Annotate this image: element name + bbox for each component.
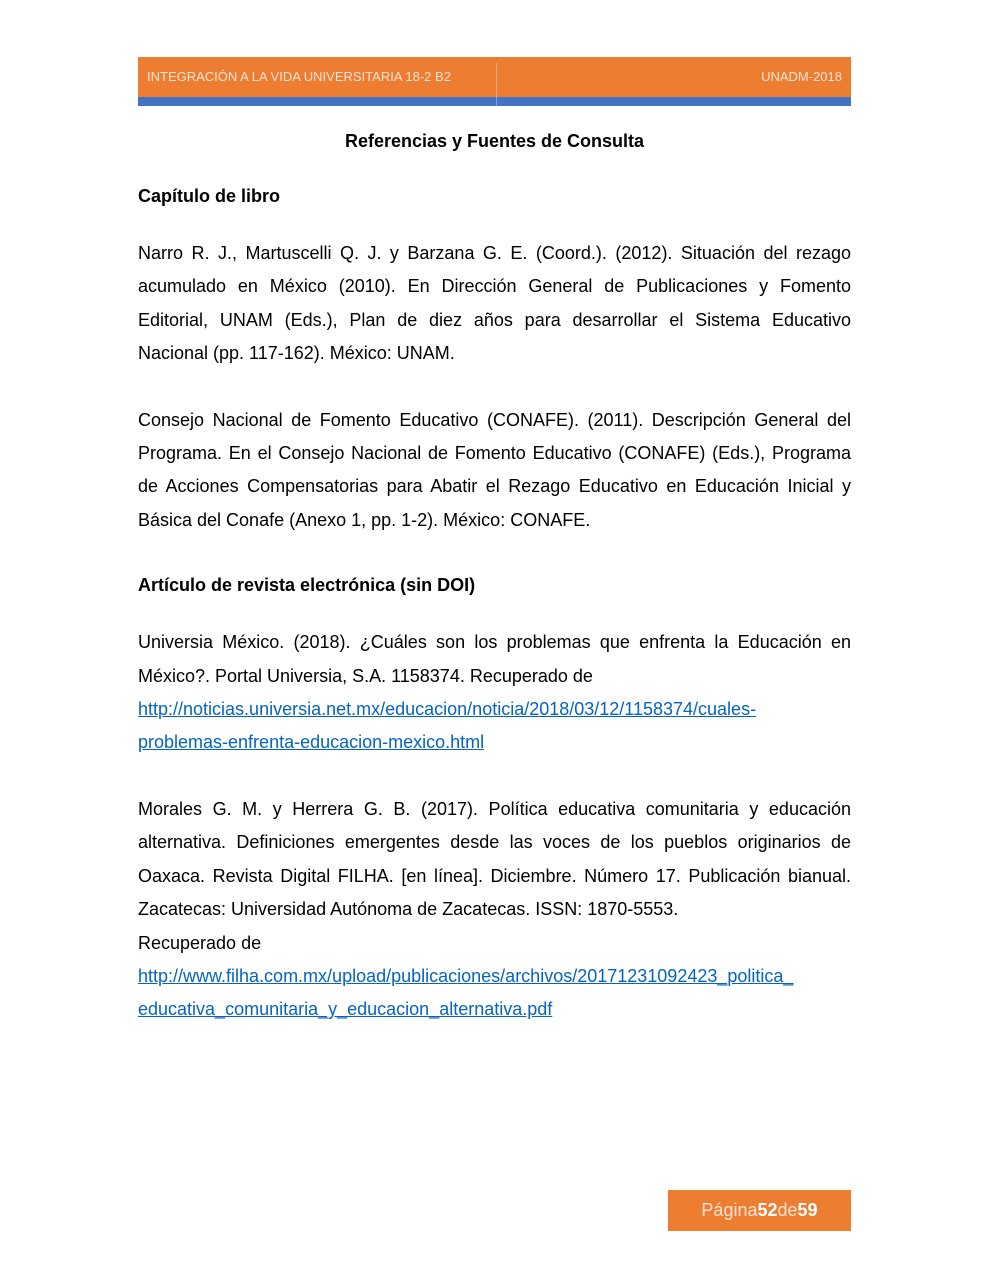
reference-narro: Narro R. J., Martuscelli Q. J. y Barzana G. E. (Coord.). (2012). Situación del rezago acumulado en México (2010). En Dirección General de Publicaciones y Fomento Editorial, UNAM (Eds.), Plan de diez años para desarrollar el Sistema Educativo Nacional (pp. 117-162). México: UNAM. [138,243,851,364]
header-course-title: INTEGRACIÓN A LA VIDA UNIVERSITARIA 18-2 B2 [147,69,451,84]
document-body [138,126,851,1027]
reference-morales-recuperado: Recuperado de [138,932,262,953]
section-heading-book-chapter: Capítulo de libro [138,186,280,206]
reference-universia [138,626,851,760]
header-institution: UNADM-2018 [761,69,842,84]
universia-link[interactable]: http://noticias.universia.net.mx/educacion/noticia/2018/03/12/1158374/cuales- problemas-enfrenta-educacion-mexico.html [138,699,757,753]
header-divider [496,63,497,106]
reference-universia-text: Universia México. (2018). ¿Cuáles son los problemas que enfrenta la Educación en México?. Portal Universia, S.A. 1158374. Recuperado de [138,632,851,686]
current-page-number: 52 [757,1200,778,1220]
section-heading-journal-article: Artículo de revista electrónica (sin DOI) [138,575,476,596]
reference-morales [138,793,851,1027]
total-pages-number: 59 [797,1200,818,1220]
page-label: Página [701,1200,758,1220]
page-header [138,57,851,106]
of-label: de [777,1200,798,1220]
page-number-badge [668,1190,851,1231]
reference-conafe: Consejo Nacional de Fomento Educativo (CONAFE). (2011). Descripción General del Programa. En el Consejo Nacional de Fomento Educativo (CONAFE) (Eds.), Programa de Acciones Compensatorias para Abatir el Rezago Educativo en Educación Inicial y Básica del Conafe (Anexo 1, pp. 1-2). México: CONAFE. [138,409,851,530]
reference-morales-text: Morales G. M. y Herrera G. B. (2017). Política educativa comunitaria y educación alternativa. Definiciones emergentes desde las voces de los pueblos originarios de Oaxaca. Revista Digital FILHA. [en línea]. Diciembre. Número 17. Publicación bianual. Zacatecas: Universidad Autónoma de Zacatecas. ISSN: 1870-5553. [138,798,851,920]
page-title: Referencias y Fuentes de Consulta [344,131,645,151]
filha-link[interactable]: http://www.filha.com.mx/upload/publicaciones/archivos/20171231092423_politica_ educativa_comunitaria_y_educacion_alternativa.pdf [138,965,794,1020]
header-blue-band [138,97,851,106]
